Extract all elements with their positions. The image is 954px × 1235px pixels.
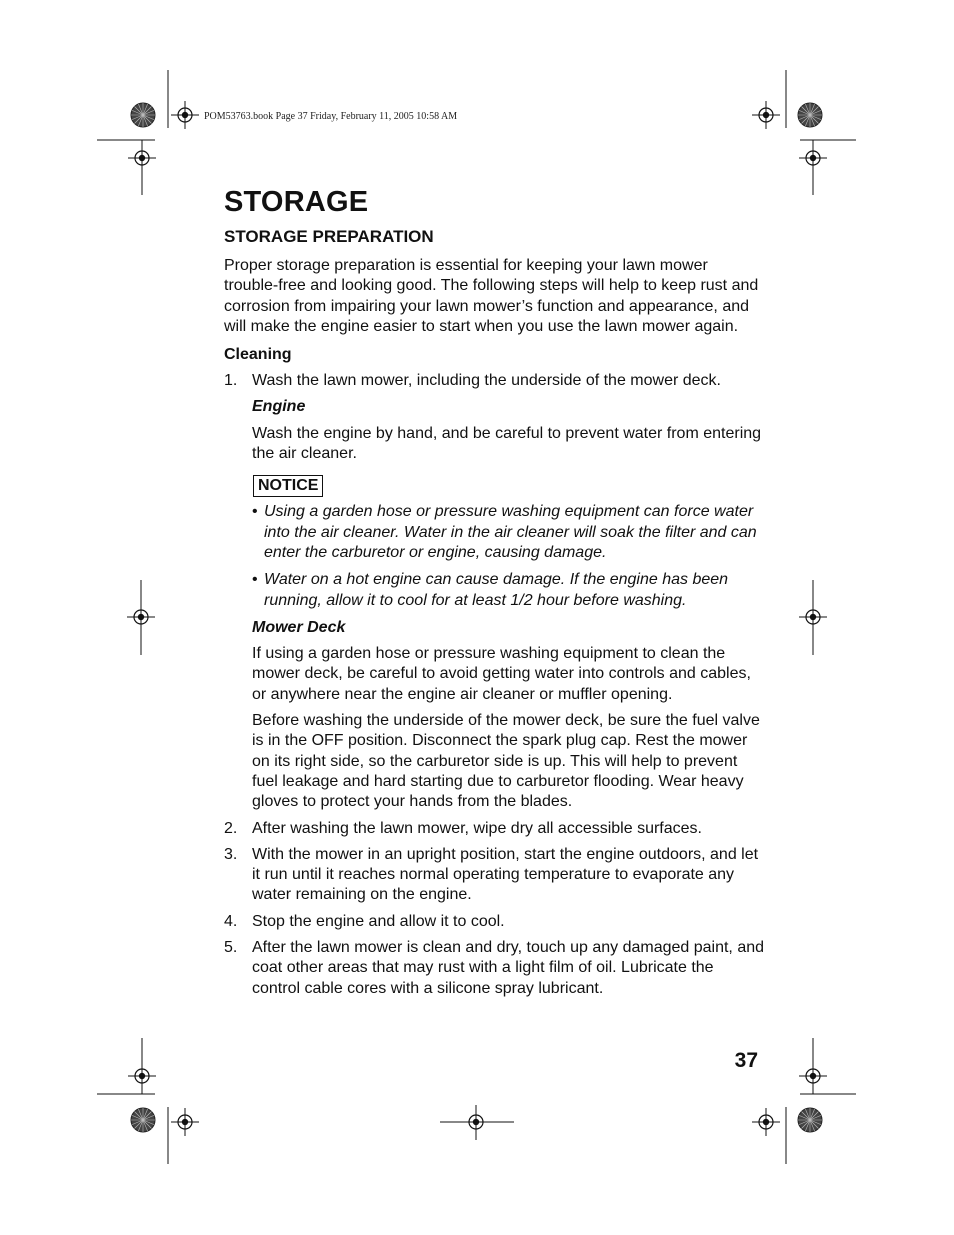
- page-content: [224, 186, 764, 1005]
- notice-bullet-text: Using a garden hose or pressure washing equipment can force water into the air cleaner. Water in the air cleaner will soak the filter and can enter the carburetor or engine, causing damage.: [264, 503, 757, 561]
- cleaning-heading: Cleaning: [224, 346, 292, 364]
- step-3: [224, 845, 764, 906]
- intro-paragraph: Proper storage preparation is essential for keeping your lawn mower trouble-free and looking good. The following steps will help to keep rust and corrosion from impairing your lawn mower’s function and appearance, and will make the engine easier to start when you use the lawn mower again.: [224, 257, 759, 335]
- print-header: POM53763.book Page 37 Friday, February 11, 2005 10:58 AM: [204, 111, 458, 122]
- step-1: [224, 371, 764, 812]
- bullet-glyph: •: [252, 571, 258, 589]
- bullet-glyph: •: [252, 503, 258, 521]
- step-text: After washing the lawn mower, wipe dry all accessible surfaces.: [252, 819, 702, 837]
- step-text: Wash the lawn mower, including the underside of the mower deck.: [252, 372, 721, 390]
- notice-bullets: [252, 502, 764, 610]
- step-2: [224, 819, 764, 839]
- notice-bullet-text: Water on a hot engine can cause damage. If the engine has been running, allow it to cool for at least 1/2 hour before washing.: [264, 571, 729, 609]
- section-heading: STORAGE PREPARATION: [224, 227, 434, 246]
- step-number: 2.: [224, 819, 238, 837]
- cleaning-steps: [224, 371, 764, 999]
- page-number: 37: [734, 1049, 758, 1072]
- page-title: STORAGE: [224, 186, 369, 218]
- step-number: 5.: [224, 939, 238, 957]
- step-number: 4.: [224, 912, 238, 930]
- step-5: [224, 938, 764, 999]
- mower-deck-paragraph: If using a garden hose or pressure washing equipment to clean the mower deck, be careful to avoid getting water into controls and cables, or anywhere near the engine air cleaner or muffler opening.: [252, 645, 751, 703]
- mower-deck-paragraph: Before washing the underside of the mower deck, be sure the fuel valve is in the OFF position. Disconnect the spark plug cap. Rest the mower on its right side, so the carburetor side is up. This will help to prevent fuel leakage and hard starting due to carburetor flooding. Wear heavy gloves to protect your hands from the blades.: [252, 712, 760, 811]
- step-4: [224, 912, 764, 932]
- step-text: Stop the engine and allow it to cool.: [252, 912, 505, 930]
- engine-text: Wash the engine by hand, and be careful to prevent water from entering the air cleaner.: [252, 424, 762, 463]
- step-text: With the mower in an upright position, start the engine outdoors, and let it run until it reaches normal operating temperature to evaporate any water remaining on the engine.: [252, 845, 759, 904]
- notice-bullet: [252, 502, 764, 563]
- mower-deck-subheading: Mower Deck: [252, 618, 346, 636]
- step-number: 1.: [224, 372, 238, 390]
- notice-bullet: [252, 570, 764, 611]
- step-text: After the lawn mower is clean and dry, touch up any damaged paint, and coat other areas that may rust with a light film of oil. Lubricate the control cable cores with a silicone spray lubricant.: [252, 939, 765, 997]
- engine-subheading: Engine: [252, 398, 306, 416]
- step-number: 3.: [224, 845, 238, 863]
- notice-badge: NOTICE: [253, 475, 323, 497]
